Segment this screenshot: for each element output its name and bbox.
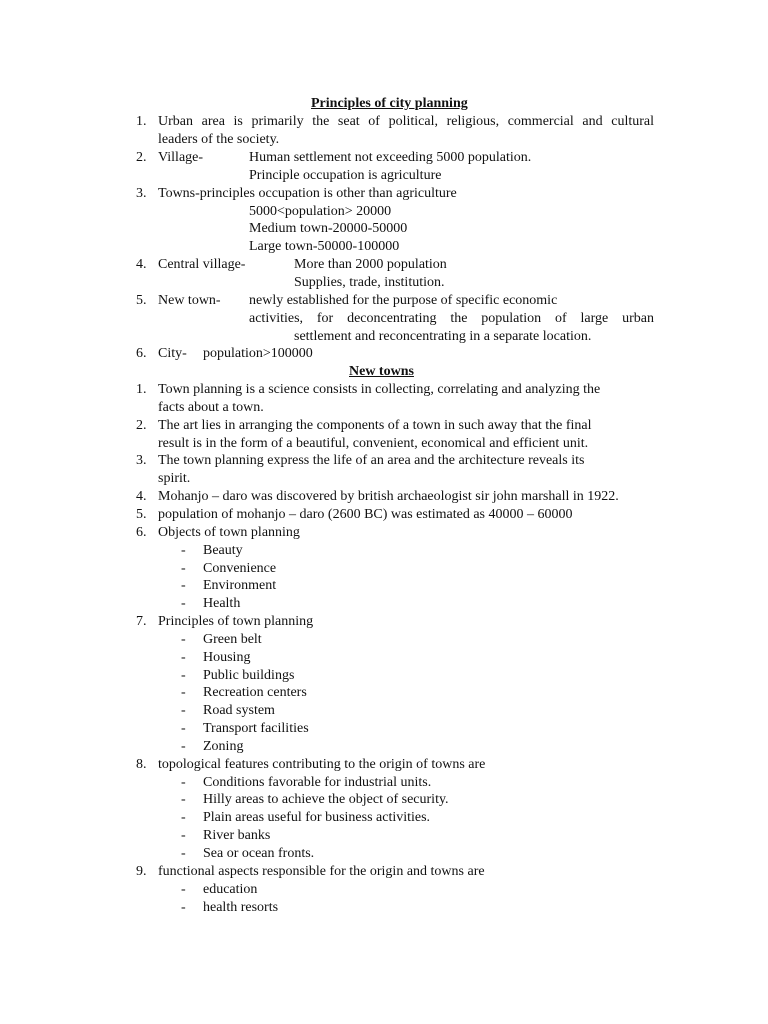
- item-number: 2.: [136, 418, 147, 433]
- bullet-marker: -: [181, 703, 186, 718]
- item-number: 7.: [136, 614, 147, 629]
- bullet-marker: -: [181, 721, 186, 736]
- item-number: 2.: [136, 150, 147, 165]
- bullet-item: Plain areas useful for business activities.: [203, 810, 431, 825]
- bullet-item: Health: [203, 596, 241, 611]
- bullet-item: Recreation centers: [203, 685, 307, 700]
- bullet-item: Conditions favorable for industrial units.: [203, 775, 432, 790]
- item-text: Urban area is primarily the seat of political, religious, commercial and cultural: [158, 114, 654, 129]
- bullet-item: Housing: [203, 650, 251, 665]
- item-text: activities, for deconcentrating the population of large urban: [249, 311, 654, 326]
- item-text: newly established for the purpose of specific economic: [249, 293, 558, 308]
- bullet-item: Hilly areas to achieve the object of security.: [203, 792, 449, 807]
- item-number: 5.: [136, 293, 147, 308]
- item-label: New town-: [158, 293, 221, 308]
- item-text: The art lies in arranging the components of a town in such away that the final: [158, 418, 592, 433]
- item-text: population of mohanjo – daro (2600 BC) was estimated as 40000 – 60000: [158, 507, 573, 522]
- bullet-marker: -: [181, 900, 186, 915]
- bullet-marker: -: [181, 775, 186, 790]
- item-number: 8.: [136, 757, 147, 772]
- bullet-item: Green belt: [203, 632, 262, 647]
- item-text: Human settlement not exceeding 5000 population.: [249, 150, 532, 165]
- item-number: 6.: [136, 525, 147, 540]
- bullet-item: health resorts: [203, 900, 279, 915]
- item-text: settlement and reconcentrating in a separate location.: [294, 329, 592, 344]
- bullet-item: Transport facilities: [203, 721, 309, 736]
- item-number: 4.: [136, 257, 147, 272]
- bullet-marker: -: [181, 543, 186, 558]
- bullet-item: education: [203, 882, 258, 897]
- item-label: City-: [158, 346, 187, 361]
- bullet-marker: -: [181, 739, 186, 754]
- item-text: 5000<population> 20000: [249, 204, 392, 219]
- item-number: 3.: [136, 186, 147, 201]
- section-title: New towns: [349, 364, 414, 379]
- bullet-item: Road system: [203, 703, 275, 718]
- item-text: More than 2000 population: [294, 257, 447, 272]
- bullet-marker: -: [181, 828, 186, 843]
- item-text: Objects of town planning: [158, 525, 300, 540]
- item-text: The town planning express the life of an area and the architecture reveals its: [158, 453, 585, 468]
- item-text: population>100000: [203, 346, 313, 361]
- item-text: result is in the form of a beautiful, convenient, economical and efficient unit.: [158, 436, 589, 451]
- item-text: Principles of town planning: [158, 614, 314, 629]
- bullet-item: Beauty: [203, 543, 243, 558]
- item-text: facts about a town.: [158, 400, 264, 415]
- bullet-marker: -: [181, 596, 186, 611]
- bullet-marker: -: [181, 561, 186, 576]
- bullet-marker: -: [181, 810, 186, 825]
- item-text: Large town-50000-100000: [249, 239, 400, 254]
- item-text: topological features contributing to the origin of towns are: [158, 757, 486, 772]
- bullet-marker: -: [181, 792, 186, 807]
- bullet-marker: -: [181, 668, 186, 683]
- bullet-item: Sea or ocean fronts.: [203, 846, 315, 861]
- item-number: 1.: [136, 114, 147, 129]
- item-text: leaders of the society.: [158, 132, 280, 147]
- item-label: Village-: [158, 150, 204, 165]
- item-number: 3.: [136, 453, 147, 468]
- bullet-marker: -: [181, 846, 186, 861]
- bullet-item: River banks: [203, 828, 271, 843]
- bullet-marker: -: [181, 632, 186, 647]
- bullet-marker: -: [181, 882, 186, 897]
- item-text: spirit.: [158, 471, 191, 486]
- item-number: 1.: [136, 382, 147, 397]
- item-label: Towns-principles occupation is other than agriculture: [158, 186, 457, 201]
- bullet-item: Environment: [203, 578, 277, 593]
- item-number: 4.: [136, 489, 147, 504]
- bullet-item: Zoning: [203, 739, 244, 754]
- item-text: Mohanjo – daro was discovered by british archaeologist sir john marshall in 1922.: [158, 489, 619, 504]
- item-text: Medium town-20000-50000: [249, 221, 408, 236]
- item-number: 5.: [136, 507, 147, 522]
- item-number: 6.: [136, 346, 147, 361]
- bullet-marker: -: [181, 578, 186, 593]
- item-number: 9.: [136, 864, 147, 879]
- bullet-marker: -: [181, 650, 186, 665]
- section-title: Principles of city planning: [311, 96, 468, 111]
- item-text: Supplies, trade, institution.: [294, 275, 445, 290]
- item-text: Town planning is a science consists in collecting, correlating and analyzing the: [158, 382, 601, 397]
- item-text: functional aspects responsible for the origin and towns are: [158, 864, 485, 879]
- item-label: Central village-: [158, 257, 246, 272]
- bullet-marker: -: [181, 685, 186, 700]
- item-text: Principle occupation is agriculture: [249, 168, 442, 183]
- bullet-item: Convenience: [203, 561, 277, 576]
- bullet-item: Public buildings: [203, 668, 295, 683]
